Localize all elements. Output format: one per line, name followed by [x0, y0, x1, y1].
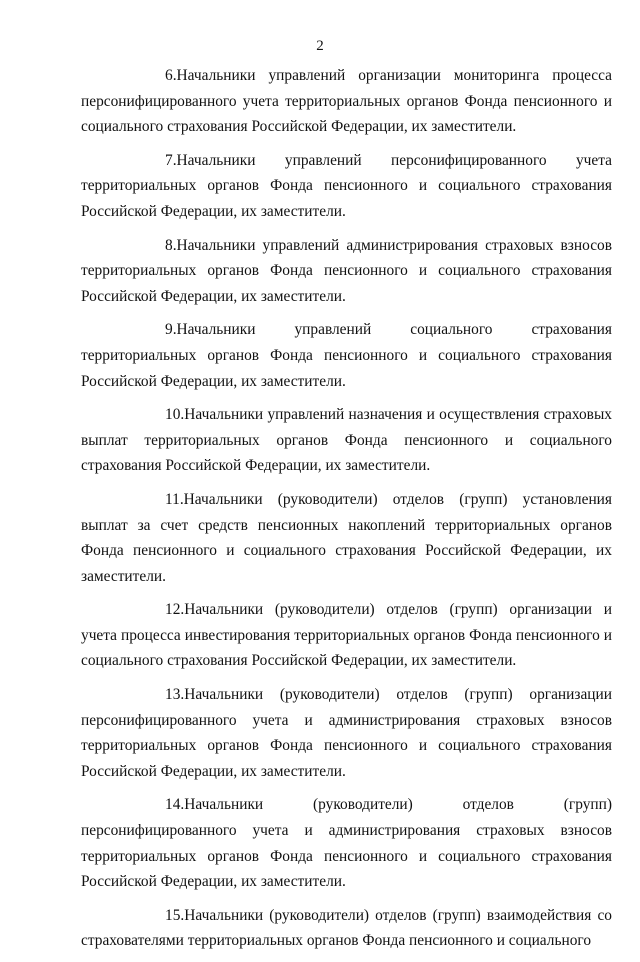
- item-text: Начальники управлений организации мониторинга процесса персонифицированного учета территориальных органов Фонда пенсионного и социального страхования Российской Федерации, их заместители.: [81, 67, 612, 136]
- item-text: Начальники управлений назначения и осуществления страховых выплат территориальных органов Фонда пенсионного и социального страхования Российской Федерации, их заместители.: [81, 406, 612, 475]
- item-number: 8.: [165, 236, 177, 254]
- list-item: [81, 233, 612, 310]
- item-number: 10.: [165, 406, 185, 424]
- item-number: 15.: [165, 906, 185, 924]
- list-item: [81, 903, 612, 954]
- item-number: 12.: [165, 601, 185, 619]
- list-item: [81, 682, 612, 784]
- item-number: 6.: [165, 67, 177, 84]
- item-text: Начальники (руководители) отделов (групп) организации и учета процесса инвестирования территориальных органов Фонда пенсионного и социального страхования Российской Федерации, их заместители.: [81, 601, 612, 670]
- item-text: Начальники (руководители) отделов (групп) персонифицированного учета и администрирования страховых взносов территориальных органов Фонда пенсионного и социального страхования Российской Федерации, их заместители.: [81, 796, 612, 891]
- item-number: 14.: [165, 796, 185, 814]
- item-number: 7.: [165, 151, 177, 169]
- item-number: 9.: [165, 321, 177, 339]
- list-item: [81, 63, 612, 140]
- item-number: 13.: [165, 686, 185, 704]
- list-item: [81, 487, 612, 589]
- item-text: Начальники (руководители) отделов (групп) организации персонифицированного учета и администрирования страховых взносов территориальных органов Фонда пенсионного и социального страхования Российской Федерации, их заместители.: [81, 686, 612, 780]
- page-number: 2: [316, 38, 324, 54]
- item-text: Начальники управлений персонифицированного учета территориальных органов Фонда пенсионного и социального страхования Российской Федерации, их заместители.: [81, 151, 612, 220]
- item-number: 11.: [165, 490, 184, 508]
- item-text: Начальники управлений социального страхования территориальных органов Фонда пенсионного и социального страхования Российской Федерации, их заместители.: [81, 321, 612, 390]
- list-item: [81, 792, 612, 894]
- item-text: Начальники (руководители) отделов (групп) взаимодействия со страхователями территориальных органов Фонда пенсионного и социального: [81, 906, 612, 950]
- list-item: [81, 402, 612, 479]
- list-item: [81, 597, 612, 674]
- list-item: [81, 317, 612, 394]
- document-body: [81, 63, 612, 962]
- item-text: Начальники (руководители) отделов (групп) установления выплат за счет средств пенсионных накоплений территориальных органов Фонда пенсионного и социального страхования Российской Федерации, их заместители.: [81, 490, 612, 585]
- list-item: [81, 148, 612, 225]
- item-text: Начальники управлений администрирования страховых взносов территориальных органов Фонда пенсионного и социального страхования Российской Федерации, их заместители.: [81, 236, 612, 305]
